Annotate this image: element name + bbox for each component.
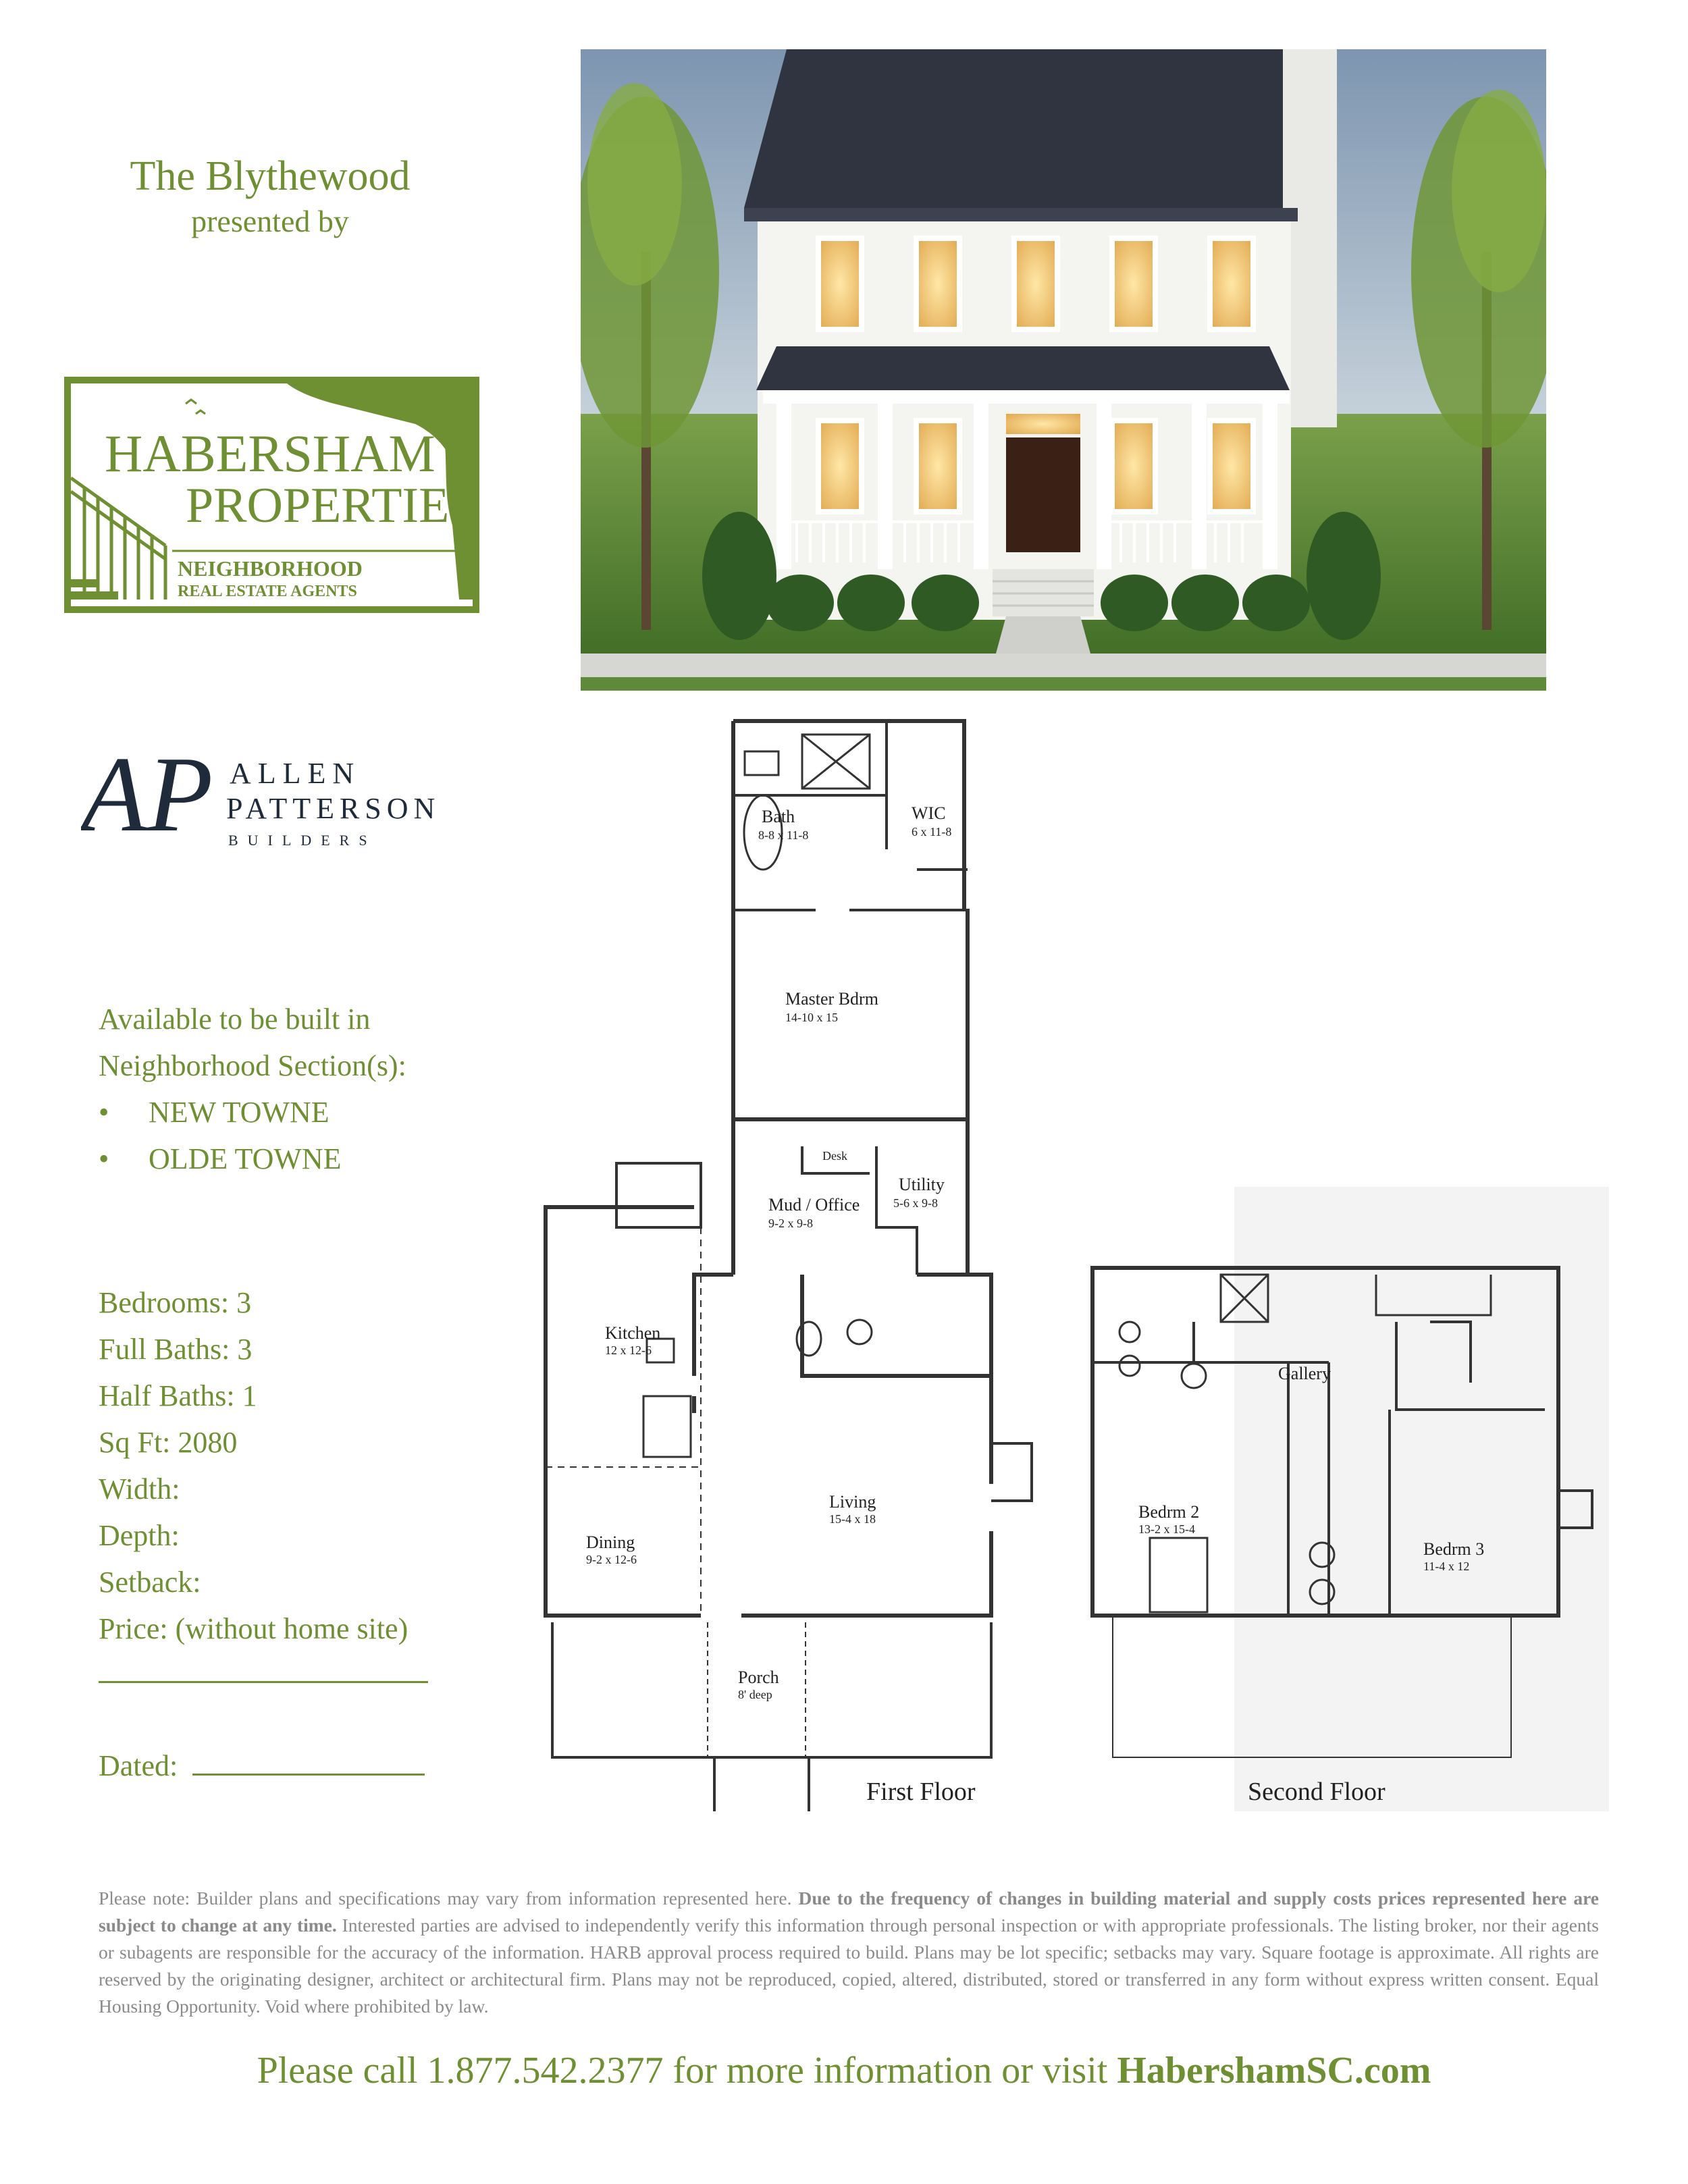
first-floor-label: First Floor: [866, 1778, 976, 1806]
room-utility-label: Utility: [899, 1175, 945, 1194]
logo-text-agents: REAL ESTATE AGENTS: [178, 583, 357, 600]
room-mud-label: Mud / Office: [768, 1195, 860, 1215]
room-dining-label: Dining: [586, 1533, 635, 1552]
ap-monogram-icon: AP: [81, 736, 213, 854]
ap-text-patterson: PATTERSON: [226, 792, 441, 825]
room-desk-label: Desk: [822, 1149, 847, 1163]
room-utility-size: 5-6 x 9-8: [893, 1196, 938, 1210]
disclaimer-text-2: Interested parties are advised to independently verify this information through personal inspection or with appropriate professionals. The listing broker, nor their agents or subagents are responsible for the accuracy of the information. HARB approval process required to build. Plans may be lot specific; setbacks may vary. Square footage is approximate. All rights are reserved by the originating designer, architect or architectural firm. Plans may not be reproduced, copied, altered, distributed, stored or transferred in any form without express written consent. Equal Housing Opportunity. Void where prohibited by law.: [99, 1915, 1599, 2017]
room-gallery-label: Gallery: [1278, 1364, 1331, 1383]
floor-plans: [519, 714, 1609, 1811]
page-title: [81, 150, 459, 240]
room-porch-label: Porch: [738, 1668, 779, 1687]
price-blank-line: [99, 1681, 428, 1683]
allen-patterson-logo: [81, 736, 473, 857]
room-wic-label: WIC: [912, 803, 946, 823]
room-bedrm3-size: 11-4 x 12: [1423, 1560, 1470, 1573]
second-floor-label: Second Floor: [1248, 1778, 1386, 1806]
section-item: • NEW TOWNE: [99, 1089, 406, 1136]
logo-text-habersham: HABERSHAM: [105, 424, 436, 483]
spec-depth: Depth:: [99, 1519, 180, 1552]
ap-text-builders: BUILDERS: [228, 832, 377, 849]
room-living-size: 15-4 x 18: [829, 1512, 876, 1526]
spec-half-baths: Half Baths: 1: [99, 1379, 257, 1412]
spec-setback: Setback:: [99, 1566, 201, 1599]
room-kitchen-label: Kitchen: [605, 1323, 661, 1343]
spec-width: Width:: [99, 1472, 180, 1506]
spec-bedrooms: Bedrooms: 3: [99, 1286, 252, 1319]
house-rendering: [581, 49, 1546, 691]
room-mud-size: 9-2 x 9-8: [768, 1217, 813, 1230]
room-master-label: Master Bdrm: [785, 989, 878, 1009]
availability-heading-1: Available to be built in: [99, 1003, 371, 1036]
availability-heading-2: Neighborhood Section(s):: [99, 1049, 406, 1082]
room-bath-label: Bath: [762, 807, 795, 826]
ap-text-allen: ALLEN: [230, 757, 361, 790]
disclaimer: [99, 1885, 1599, 2020]
dated-field: [99, 1749, 425, 1783]
room-bedrm3-label: Bedrm 3: [1423, 1539, 1485, 1559]
habersham-properties-logo: [64, 377, 479, 613]
front-door-icon: [1006, 437, 1080, 552]
disclaimer-bold: Due to the frequency of changes in building material and supply costs prices represented here are subject to change at any time.: [99, 1888, 1600, 1936]
logo-text-properties: PROPERTIES: [186, 478, 477, 533]
contact-cta: [0, 2049, 1688, 2092]
room-wic-size: 6 x 11-8: [912, 825, 952, 838]
disclaimer-text-1: Please note: Builder plans and specifications may vary from information represented here.: [99, 1888, 799, 1909]
website-link[interactable]: HabershamSC.com: [1117, 2050, 1431, 2092]
room-bath-size: 8-8 x 11-8: [758, 828, 809, 842]
spec-full-baths: Full Baths: 3: [99, 1333, 253, 1366]
spec-sqft: Sq Ft: 2080: [99, 1426, 238, 1459]
spec-price: Price: (without home site): [99, 1612, 408, 1645]
dated-blank-line: [192, 1751, 425, 1776]
specs-list: [99, 1279, 408, 1652]
room-bedrm2-size: 13-2 x 15-4: [1138, 1522, 1195, 1536]
room-living-label: Living: [829, 1492, 876, 1512]
room-porch-size: 8' deep: [738, 1688, 772, 1701]
room-kitchen-size: 12 x 12-6: [605, 1343, 652, 1357]
room-dining-size: 9-2 x 12-6: [586, 1553, 637, 1566]
cta-text: Please call 1.877.542.2377 for more information or visit: [257, 2050, 1117, 2092]
presented-by: presented by: [191, 204, 349, 238]
dated-label: Dated:: [99, 1749, 178, 1782]
room-master-size: 14-10 x 15: [785, 1011, 838, 1024]
section-list: [99, 1089, 406, 1182]
room-bedrm2-label: Bedrm 2: [1138, 1502, 1200, 1522]
property-title: The Blythewood: [130, 153, 411, 199]
logo-text-neighborhood: NEIGHBORHOOD: [178, 556, 363, 581]
section-item: • OLDE TOWNE: [99, 1136, 406, 1182]
availability-section: [99, 996, 406, 1182]
